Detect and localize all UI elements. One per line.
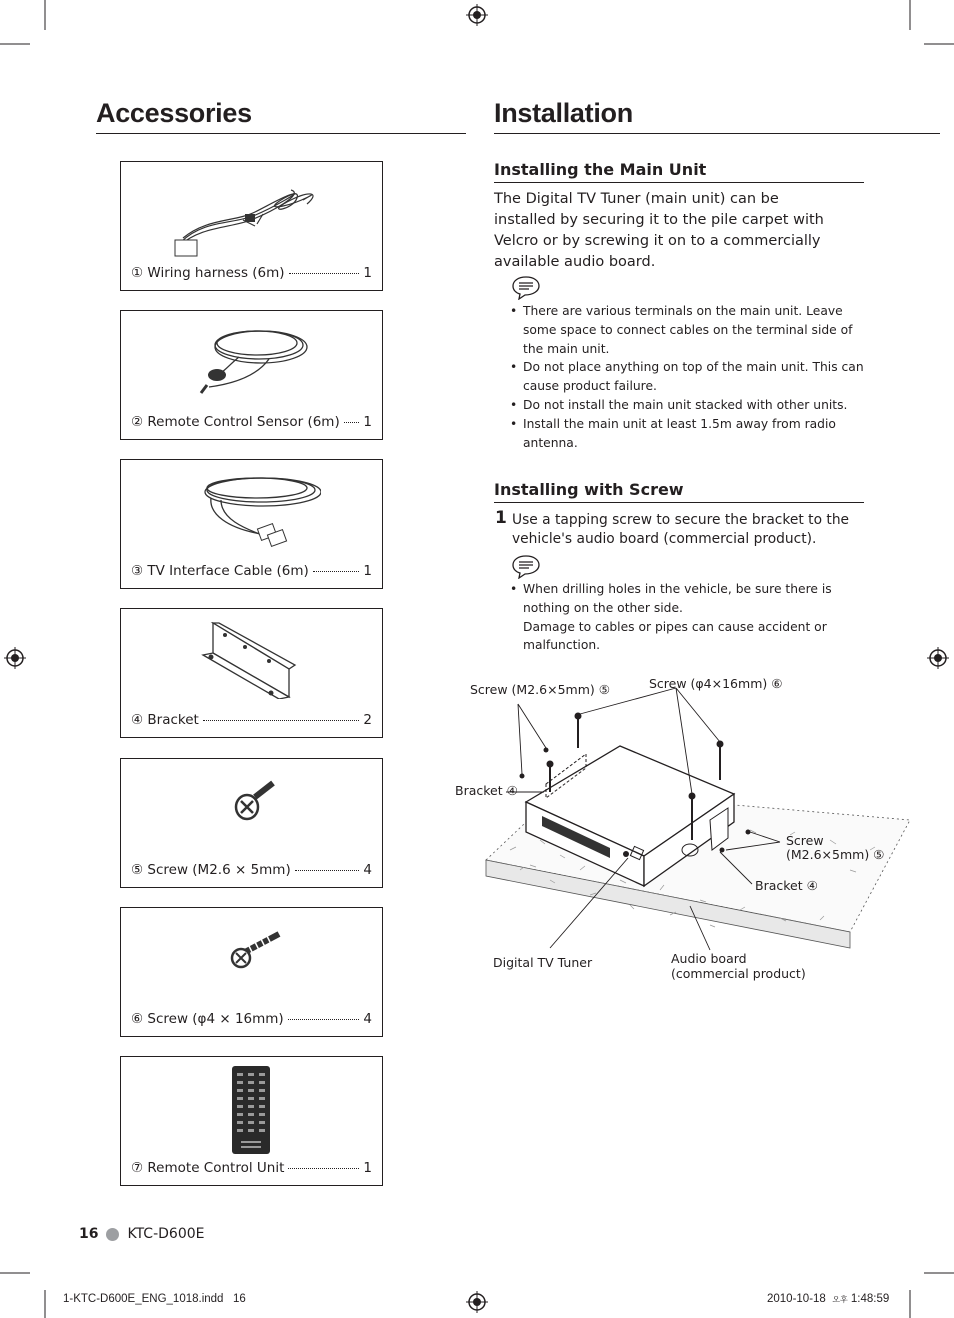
- main-unit-text: The Digital TV Tuner (main unit) can be installed by securing it to the pile carpet with Velcro or by screwing it on to a commercially available audio board.: [494, 191, 824, 270]
- screw-heading: Installing with Screw: [494, 480, 684, 499]
- bracket-icon: [199, 619, 299, 699]
- accessories-title: Accessories: [96, 98, 252, 128]
- accessory-box-remote-control: [120, 1056, 383, 1186]
- slug-date: 2010-10-18: [767, 1293, 826, 1305]
- item-label: Remote Control Sensor (6m): [147, 414, 340, 430]
- main-unit-heading: Installing the Main Unit: [494, 160, 707, 179]
- label-screw-m26: Screw (M2.6×5mm) ⑤: [470, 682, 610, 697]
- item-label: Screw (M2.6 × 5mm): [147, 862, 291, 878]
- note-item: • Do not place anything on top of the main unit. This can cause product failure.: [494, 358, 864, 396]
- accessory-box-tv-interface-cable: [120, 459, 383, 589]
- page-number: 16: [79, 1226, 99, 1242]
- registration-mark-icon: [927, 647, 949, 669]
- accessory-caption: [131, 265, 372, 281]
- item-qty: 1: [363, 563, 372, 579]
- wiring-harness-icon: [173, 180, 333, 260]
- tv-interface-cable-icon: [191, 468, 321, 548]
- label-bracket-right: Bracket ④: [755, 878, 818, 893]
- note-item: • Do not install the main unit stacked with other units.: [494, 396, 864, 415]
- main-unit-notes: [494, 302, 864, 452]
- item-number: ①: [131, 265, 144, 281]
- installation-diagram: [450, 670, 910, 990]
- accessory-caption: [131, 1011, 372, 1027]
- item-qty: 4: [363, 1011, 372, 1027]
- item-number: ④: [131, 712, 144, 728]
- item-number: ⑥: [131, 1011, 144, 1027]
- screw-heading-rule: [494, 502, 864, 503]
- item-qty: 1: [363, 265, 372, 281]
- registration-mark-icon: [466, 1291, 488, 1313]
- model-name: KTC-D600E: [127, 1226, 205, 1242]
- remote-control-icon: [231, 1065, 271, 1155]
- machine-screw-icon: [233, 779, 279, 823]
- accessory-caption: [131, 414, 372, 430]
- slug-file: 1-KTC-D600E_ENG_1018.indd 16: [63, 1293, 246, 1305]
- item-number: ⑤: [131, 862, 144, 878]
- remote-sensor-icon: [199, 317, 309, 397]
- item-number: ②: [131, 414, 144, 430]
- note-icon: [511, 553, 541, 579]
- registration-mark-icon: [466, 4, 488, 26]
- note-item: [494, 580, 866, 655]
- item-qty: 1: [363, 1160, 372, 1176]
- item-number: ③: [131, 563, 144, 579]
- step-text: Use a tapping screw to secure the bracket to the vehicle's audio board (commercial product).: [512, 512, 850, 547]
- note-icon: [511, 274, 541, 300]
- accessory-caption: [131, 563, 372, 579]
- accessory-box-bracket: [120, 608, 383, 738]
- accessory-caption: [131, 712, 372, 728]
- item-label: Bracket: [147, 712, 199, 728]
- note-line: When drilling holes in the vehicle, be sure there is nothing on the other side.: [523, 582, 832, 615]
- label-screw-right-1: Screw: [786, 833, 824, 848]
- note-item: • There are various terminals on the main unit. Leave some space to connect cables on the terminal side of the main unit.: [494, 302, 864, 358]
- screw-notes: [494, 580, 866, 655]
- item-qty: 1: [363, 414, 372, 430]
- accessories-title-rule: [96, 133, 466, 134]
- accessory-box-machine-screw: [120, 758, 383, 888]
- item-label: Wiring harness (6m): [147, 265, 285, 281]
- accessory-box-tapping-screw: [120, 907, 383, 1037]
- registration-mark-icon: [4, 647, 26, 669]
- item-label: TV Interface Cable (6m): [147, 563, 309, 579]
- slug-time: 1:48:59: [850, 1293, 890, 1305]
- accessory-box-remote-sensor: [120, 310, 383, 440]
- label-digital-tv-tuner: Digital TV Tuner: [493, 955, 593, 970]
- page-footer: [79, 1226, 204, 1242]
- item-number: ⑦: [131, 1160, 144, 1176]
- note-item: • Install the main unit at least 1.5m away from radio antenna.: [494, 415, 864, 453]
- installation-title: Installation: [494, 98, 633, 128]
- item-qty: 4: [363, 862, 372, 878]
- accessory-caption: [131, 1160, 372, 1176]
- tapping-screw-icon: [229, 930, 285, 970]
- accessory-caption: [131, 862, 372, 878]
- label-screw-right-2: (M2.6×5mm) ⑤: [786, 847, 885, 862]
- step-number: 1: [495, 508, 507, 528]
- slug-datetime: [767, 1293, 889, 1305]
- item-qty: 2: [363, 712, 372, 728]
- label-audio-board-1: Audio board: [671, 951, 747, 966]
- footer-dot-icon: [106, 1228, 119, 1241]
- note-line: Damage to cables or pipes can cause accident or malfunction.: [523, 619, 827, 653]
- label-bracket-left: Bracket ④: [455, 783, 518, 798]
- item-label: Screw (φ4 × 16mm): [147, 1011, 284, 1027]
- main-unit-heading-rule: [494, 182, 864, 183]
- label-screw-phi4: Screw (φ4×16mm) ⑥: [649, 676, 783, 691]
- slug-time-mark: 오후: [832, 1295, 848, 1304]
- accessory-box-wiring-harness: [120, 161, 383, 291]
- installation-title-rule: [494, 133, 940, 134]
- item-label: Remote Control Unit: [147, 1160, 285, 1176]
- label-audio-board-2: (commercial product): [671, 966, 806, 981]
